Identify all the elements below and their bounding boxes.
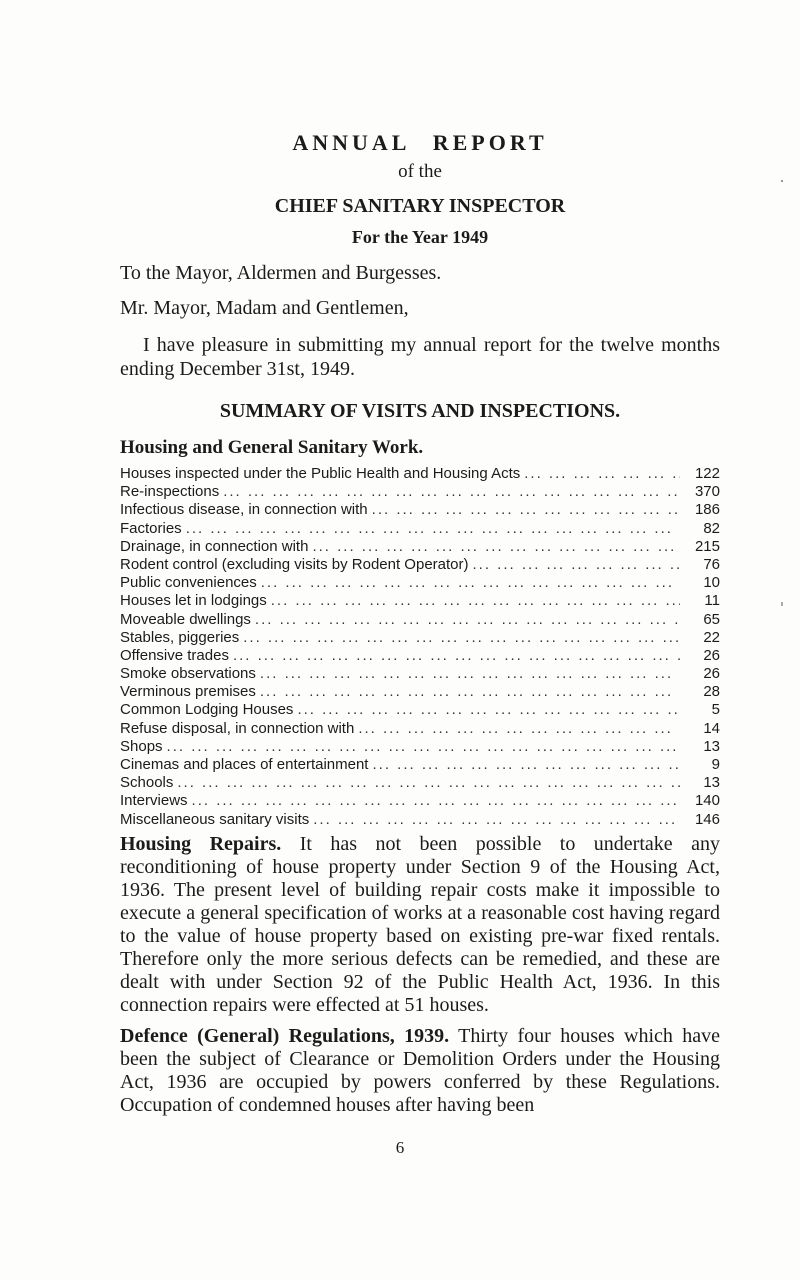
visit-row [120,756,720,774]
leader-dots [186,520,680,538]
visit-row [120,774,720,792]
visit-label: Common Lodging Houses [120,701,294,719]
visit-row [120,501,720,519]
visit-count: 122 [694,465,720,482]
visit-label: Rodent control (excluding visits by Rodent Operator) [120,555,469,573]
visit-label: Interviews [120,792,188,810]
visit-row [120,792,720,810]
visit-row [120,665,720,683]
visit-label: Offensive trades [120,646,229,664]
visit-count: 26 [703,665,720,683]
scan-speck [781,602,783,606]
visit-count: 14 [703,719,720,737]
section-heading: Housing and General Sanitary Work. [120,437,424,458]
leader-dots [372,501,680,519]
visit-count: 22 [703,628,720,646]
visit-count: 11 [704,592,720,610]
leader-dots [473,556,680,574]
visit-label: Schools [120,774,174,792]
visit-row [120,629,720,647]
leader-dots [223,483,680,501]
visit-label: Refuse disposal, in connection with [120,719,355,737]
visit-row [120,592,720,610]
defence-regulations-text: Thirty four houses which have been the subject of Clearance or Demolition Orders under the Housing Act, 1936 are occupied by powers conferred by these Regulations. Occupation of condemned houses after having been [120,1024,721,1116]
leader-dots [243,629,680,647]
visit-count: 370 [694,483,720,501]
scan-speck [781,180,783,182]
visit-count: 9 [711,756,720,773]
leader-dots [524,465,680,483]
leader-dots [313,811,680,829]
visit-row [120,520,720,538]
visit-row [120,683,720,701]
visit-row [120,701,720,719]
leader-dots [312,538,680,556]
report-title: ANNUAL REPORT [292,130,548,155]
report-page [120,128,720,1117]
visit-count: 10 [703,574,720,592]
housing-repairs-title: Housing Repairs. [120,832,282,855]
visit-count: 26 [703,646,720,664]
leader-dots [192,792,680,810]
visit-count: 28 [703,683,720,701]
visit-count: 5 [711,701,720,719]
leader-dots [297,701,680,719]
visit-row [120,611,720,629]
leader-dots [260,683,680,701]
visit-label: Infectious disease, in connection with [120,501,368,519]
visit-label: Miscellaneous sanitary visits [120,810,310,828]
visit-label: Moveable dwellings [120,610,251,628]
leader-dots [358,720,680,738]
visit-label: Stables, piggeries [120,628,240,646]
defence-regulations-paragraph [120,1025,720,1117]
leader-dots [255,611,680,629]
leader-dots [167,738,680,756]
defence-regulations-title: Defence (General) Regulations, 1939. [120,1024,450,1047]
visit-row [120,538,720,556]
visit-label: Verminous premises [120,683,256,701]
visit-row [120,574,720,592]
visit-count: 215 [694,537,720,555]
housing-repairs-text: It has not been possible to undertake any reconditioning of house property under Section 9 of the Housing Act, 1936. The present level of building repair costs make it impossible to execute a general specification of works at a reasonable cost having regard to the value of house property based on existing pre-war fixed rentals. Therefore only the more serious defects can be remedied, and these are dealt with under Section 92 of the Public Health Act, 1936. In this connection repairs were effected at 51 houses. [120,832,720,1016]
summary-heading: SUMMARY OF VISITS AND INSPECTIONS. [219,400,621,422]
leader-dots [260,665,680,683]
visit-label: Cinemas and places of entertainment [120,756,369,773]
visit-row [120,465,720,483]
visit-count: 82 [703,519,720,537]
visits-table [120,465,720,829]
letter-salutation: To the Mayor, Aldermen and Burgesses. [120,262,442,284]
letter-intro: I have pleasure in submitting my annual report for the twelve months ending December 31st, 1949. [120,334,720,380]
report-year: For the Year 1949 [351,227,489,247]
leader-dots [261,574,680,592]
report-subtitle: CHIEF SANITARY INSPECTOR [274,195,566,217]
visit-row [120,483,720,501]
leader-dots [233,647,680,665]
visit-count: 13 [703,737,720,755]
report-of-the: of the [398,161,442,182]
visit-row [120,647,720,665]
leader-dots [271,592,680,610]
leader-dots [372,756,680,774]
letter-greeting: Mr. Mayor, Madam and Gentlemen, [120,297,409,319]
housing-repairs-paragraph [120,833,720,1017]
page-number: 6 [395,1138,405,1157]
visit-row [120,720,720,738]
visit-row [120,738,720,756]
visit-label: Public conveniences [120,574,257,592]
visit-row [120,556,720,574]
visit-count: 76 [703,555,720,573]
visit-count: 146 [694,810,720,828]
visit-count: 13 [703,774,720,792]
visit-label: Houses inspected under the Public Health and Housing Acts [120,465,521,482]
visit-label: Smoke observations [120,665,256,683]
visit-row [120,811,720,829]
visit-label: Drainage, in connection with [120,537,309,555]
leader-dots [177,774,680,792]
visit-label: Shops [120,737,163,755]
visit-label: Factories [120,519,182,537]
visit-count: 65 [703,610,720,628]
visit-label: Re-inspections [120,483,220,501]
visit-count: 186 [694,501,720,519]
visit-count: 140 [694,792,720,810]
visit-label: Houses let in lodgings [120,592,267,610]
